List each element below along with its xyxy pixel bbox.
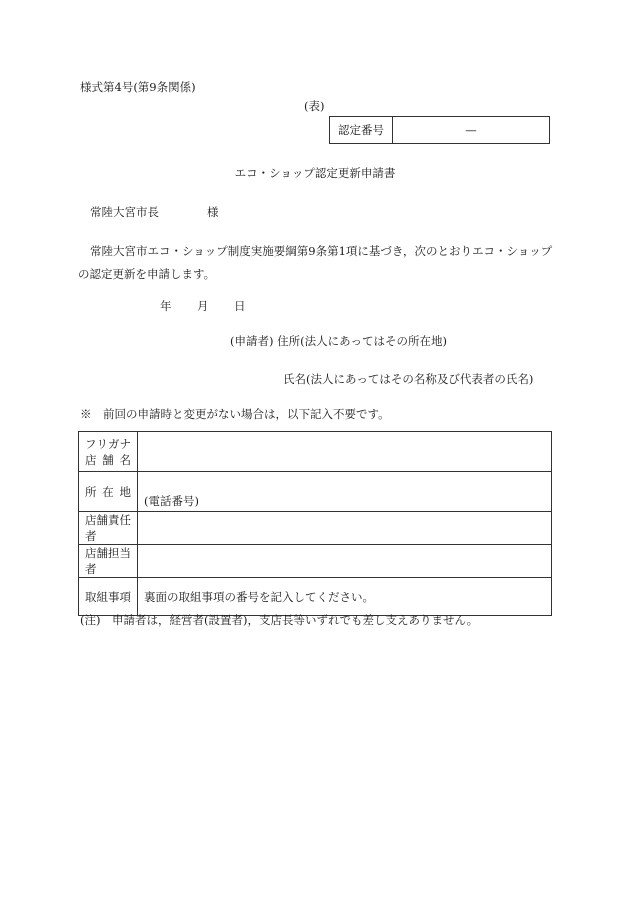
date-month: 月: [197, 299, 209, 313]
location-label: 所 在 地: [85, 484, 131, 499]
table-row: [79, 472, 552, 512]
manager-label: 店舗責任者: [79, 512, 138, 545]
certification-number-box: [329, 116, 550, 144]
activities-field[interactable]: 裏面の取組事項の番号を記入してください。: [138, 578, 552, 616]
date-year: 年: [160, 299, 172, 313]
furigana-label: フ リ ガ ナ: [85, 436, 131, 451]
addressee-name: 常陸大宮市長: [90, 205, 159, 219]
contact-field[interactable]: [138, 545, 552, 578]
date-day: 日: [234, 299, 246, 313]
manager-field[interactable]: [138, 512, 552, 545]
table-row: [79, 512, 552, 545]
applicant-address-label: (申請者) 住所(法人にあってはその所在地): [230, 334, 447, 348]
applicant-name-label: 氏名(法人にあってはその名称及び代表者の氏名): [283, 372, 534, 386]
form-number: 様式第4号(第9条関係): [80, 80, 196, 94]
body-text: 常陸大宮市エコ・ショップ制度実施要綱第9条第1項に基づき，次のとおりエコ・ショップの認定更新を申請します。: [78, 244, 553, 281]
location-field[interactable]: [138, 472, 552, 512]
table-row: [79, 578, 552, 616]
activities-label: 取 組 事 項: [85, 589, 131, 604]
table-row: [79, 432, 552, 472]
footnote: (注) 申請者は，経営者(設置者)，支店長等いずれでも差し支えありません。: [80, 613, 479, 627]
phone-label: (電話番号): [144, 494, 199, 508]
shop-name-header: [79, 432, 138, 472]
table-row: [79, 545, 552, 578]
addressee-honorific: 様: [207, 205, 219, 219]
date-line: [160, 298, 246, 314]
document-title: エコ・ショップ認定更新申請書: [234, 166, 396, 180]
shop-name-label: 店 舗 名: [85, 452, 131, 467]
certification-number-value: —: [465, 123, 477, 137]
location-header: [79, 472, 138, 512]
shop-name-field[interactable]: [138, 432, 552, 472]
shop-info-table: [78, 431, 552, 616]
certification-number-label: 認定番号: [330, 117, 393, 143]
note-text: ※ 前回の申請時と変更がない場合は，以下記入不要です。: [80, 407, 390, 421]
side-label: (表): [304, 99, 325, 113]
contact-label: 店舗担当者: [79, 545, 138, 578]
activities-header: [79, 578, 138, 616]
